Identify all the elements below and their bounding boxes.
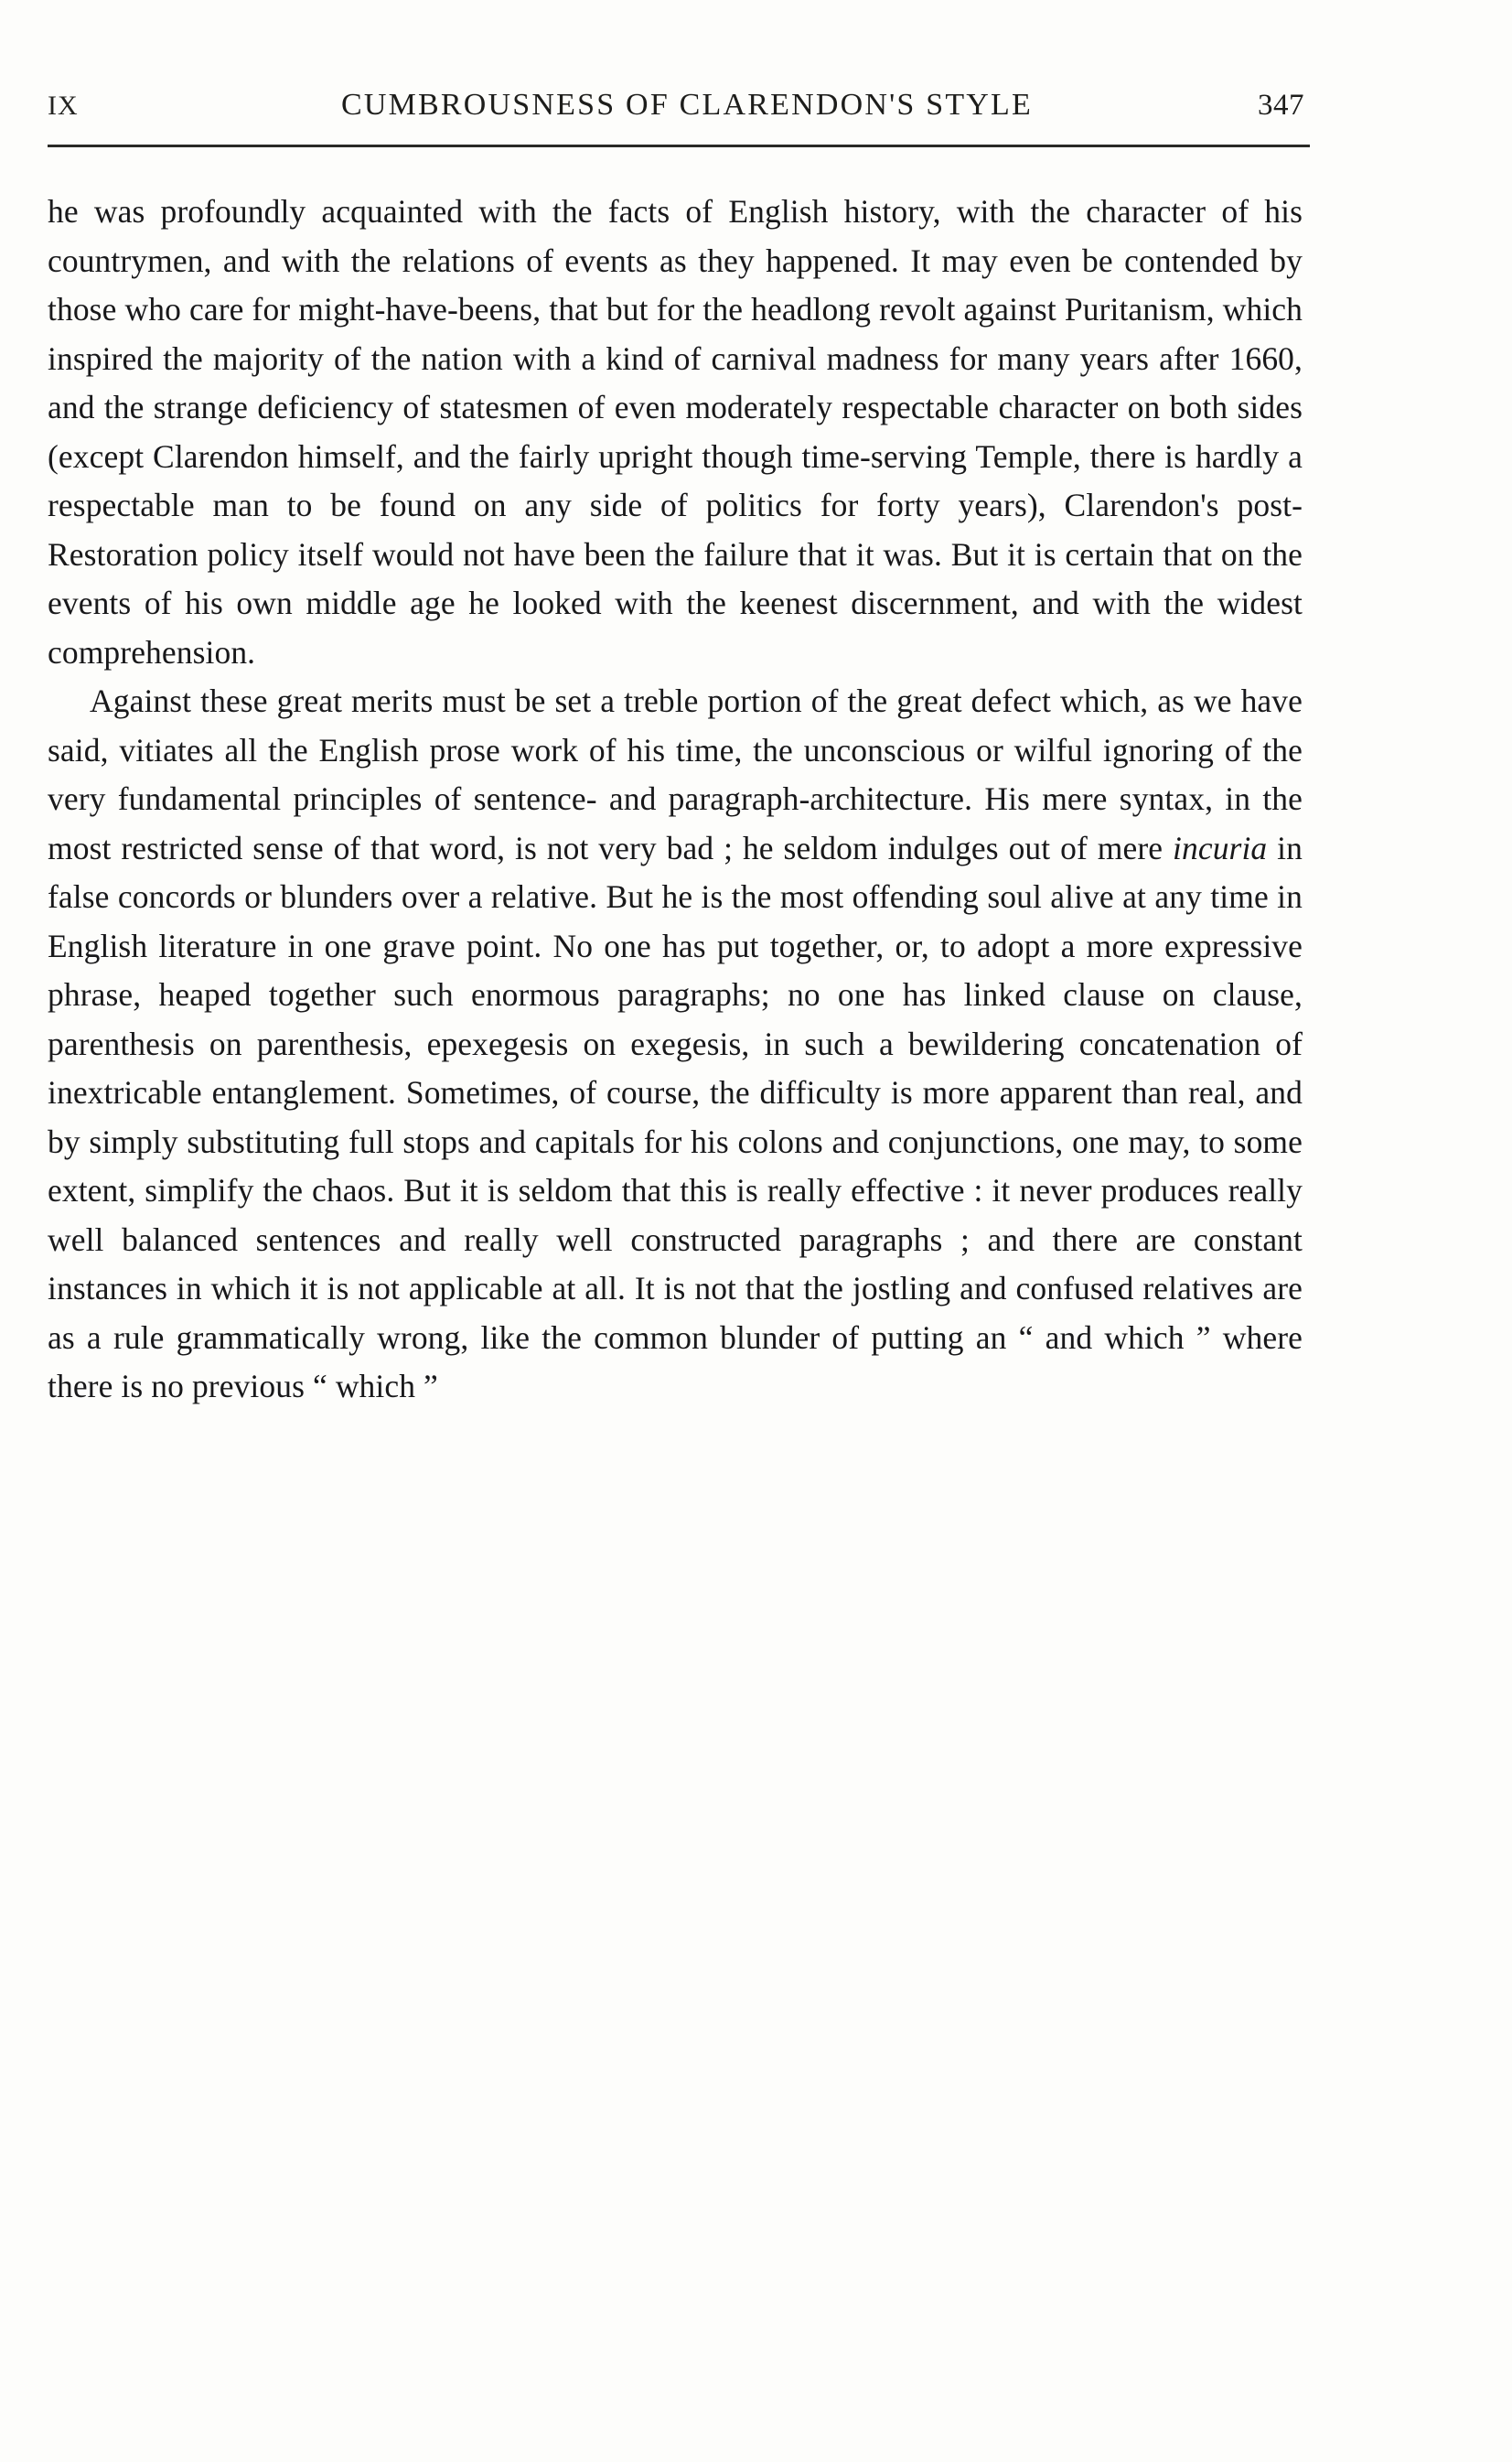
paragraph-two-text-after-italic: in false concords or blunders over a relative. But he is the most offending soul alive at any time in English literature in one grave point. No one has put together, or, to adopt a more expressive phrase, heaped together such enormous paragraphs; no one has linked clause on clause, parenthesis on parenthesis, epexegesis on exegesis, in such a bewildering concatenation of inextricable entanglement. Sometimes, of course, the difficulty is more apparent than real, and by simply substituting full stops and capitals for his colons and conjunctions, one may, to some extent, simplify the chaos. But it is seldom that this is really effective : it never produces really well balanced sentences and really well constructed paragraphs ; and there are constant instances in which it is not applicable at all. It is not that the jostling and confused relatives are as a rule grammatically wrong, like the common blunder of putting an “ and which ” where there is no previous “ which ” bbox=[48, 829, 1303, 1404]
page-number: 347 bbox=[1258, 89, 1304, 122]
running-head bbox=[48, 88, 1310, 139]
italic-term-incuria: incuria bbox=[1173, 829, 1268, 866]
body-text bbox=[48, 188, 1303, 1412]
chapter-number: IX bbox=[48, 91, 79, 121]
paragraph-two-text-before-italic: Against these great merits must be set a treble portion of the great defect which, as we have said, vitiates all the English prose work of his time, the unconscious or wilful ignoring of the very fundamental principles of sentence- and paragraph-architecture. His mere syntax, in the most restricted sense of that word, is not very bad ; he seldom indulges out of mere bbox=[48, 683, 1303, 866]
paragraph-continuation: he was profoundly acquainted with the facts of English history, with the character of his countrymen, and with the relations of events as they happened. It may even be contended by those who care for might-have-beens, that but for the headlong revolt against Puritanism, which inspired the majority of the nation with a kind of carnival madness for many years after 1660, and the strange deficiency of statesmen of even moderately respectable character on both sides (except Clarendon himself, and the fairly upright though time-serving Temple, there is hardly a respectable man to be found on any side of politics for forty years), Clarendon's post-Restoration policy itself would not have been the failure that it was. But it is certain that on the events of his own middle age he looked with the keenest discernment, and with the widest comprehension. bbox=[48, 193, 1303, 671]
page-content bbox=[48, 88, 1310, 1412]
header-rule bbox=[48, 145, 1310, 147]
running-head-title: CUMBROUSNESS OF CLARENDON'S STYLE bbox=[340, 88, 1033, 122]
paragraph-two bbox=[48, 677, 1303, 1412]
